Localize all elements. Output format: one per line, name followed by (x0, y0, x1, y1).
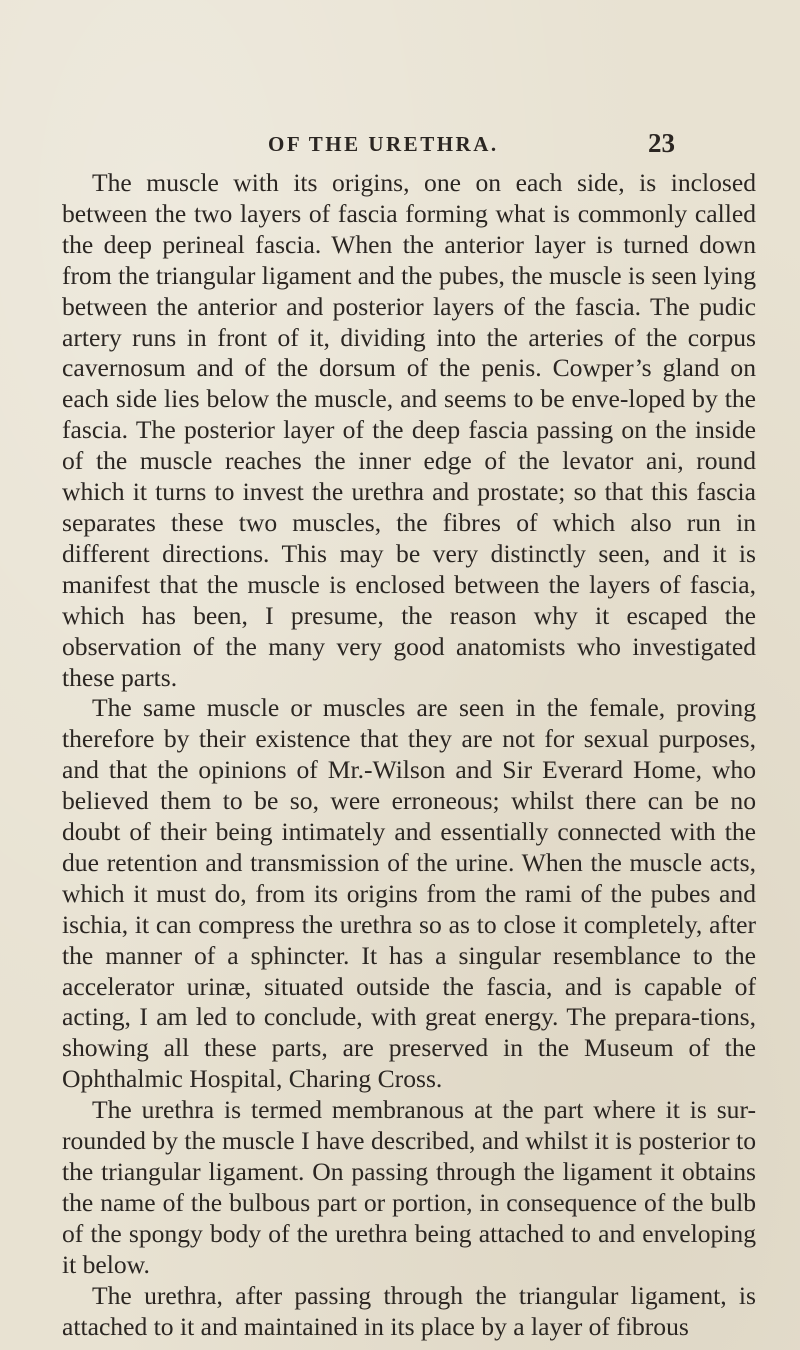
paragraph-2: The same muscle or muscles are seen in the female, proving therefore by their existence that they are not for sexual purposes, and that the opinions of Mr.-Wilson and Sir Everard Home, who believed them to be so, were erroneous; whilst there can be no doubt of their being intimately and essentially connected with the due retention and transmission of the urine. When the muscle acts, which it must do, from its origins from the rami of the pubes and ischia, it can compress the urethra so as to close it completely, after the manner of a sphincter. It has a singular resemblance to the accelerator urinæ, situated outside the fascia, and is capable of acting, I am led to conclude, with great energy. The prepara-tions, showing all these parts, are preserved in the Museum of the Ophthalmic Hospital, Charing Cross. (62, 693, 756, 1094)
paragraph-3: The urethra is termed membranous at the part where it is sur-rounded by the muscle I have described, and whilst it is posterior to the triangular ligament. On passing through the ligament it obtains the name of the bulbous part or portion, in consequence of the bulb of the spongy body of the urethra being attached to and enveloping it below. (62, 1095, 756, 1279)
running-title: OF THE URETHRA. (268, 132, 499, 156)
paragraph-1: The muscle with its origins, one on each side, is inclosed between the two layers of fascia forming what is commonly called the deep perineal fascia. When the anterior layer is turned down from the triangular ligament and the pubes, the muscle is seen lying between the anterior and posterior layers of the fascia. The pudic artery runs in front of it, dividing into the arteries of the corpus cavernosum and of the dorsum of the penis. Cowper’s gland on each side lies below the muscle, and seems to be enve-loped by the fascia. The posterior layer of the deep fascia passing on the inside of the muscle reaches the inner edge of the levator ani, round which it turns to invest the urethra and prostate; so that this fascia separates these two muscles, the fibres of which also run in different directions. This may be very distinctly seen, and it is manifest that the muscle is enclosed between the layers of fascia, which has been, I presume, the reason why it escaped the observation of the many very good anatomists who investigated these parts. (62, 168, 756, 692)
body-text (62, 168, 756, 1342)
page-number: 23 (648, 128, 675, 158)
paragraph-4: The urethra, after passing through the triangular ligament, is attached to it and maintained in its place by a layer of fibrous (62, 1280, 756, 1341)
running-head (0, 128, 800, 162)
